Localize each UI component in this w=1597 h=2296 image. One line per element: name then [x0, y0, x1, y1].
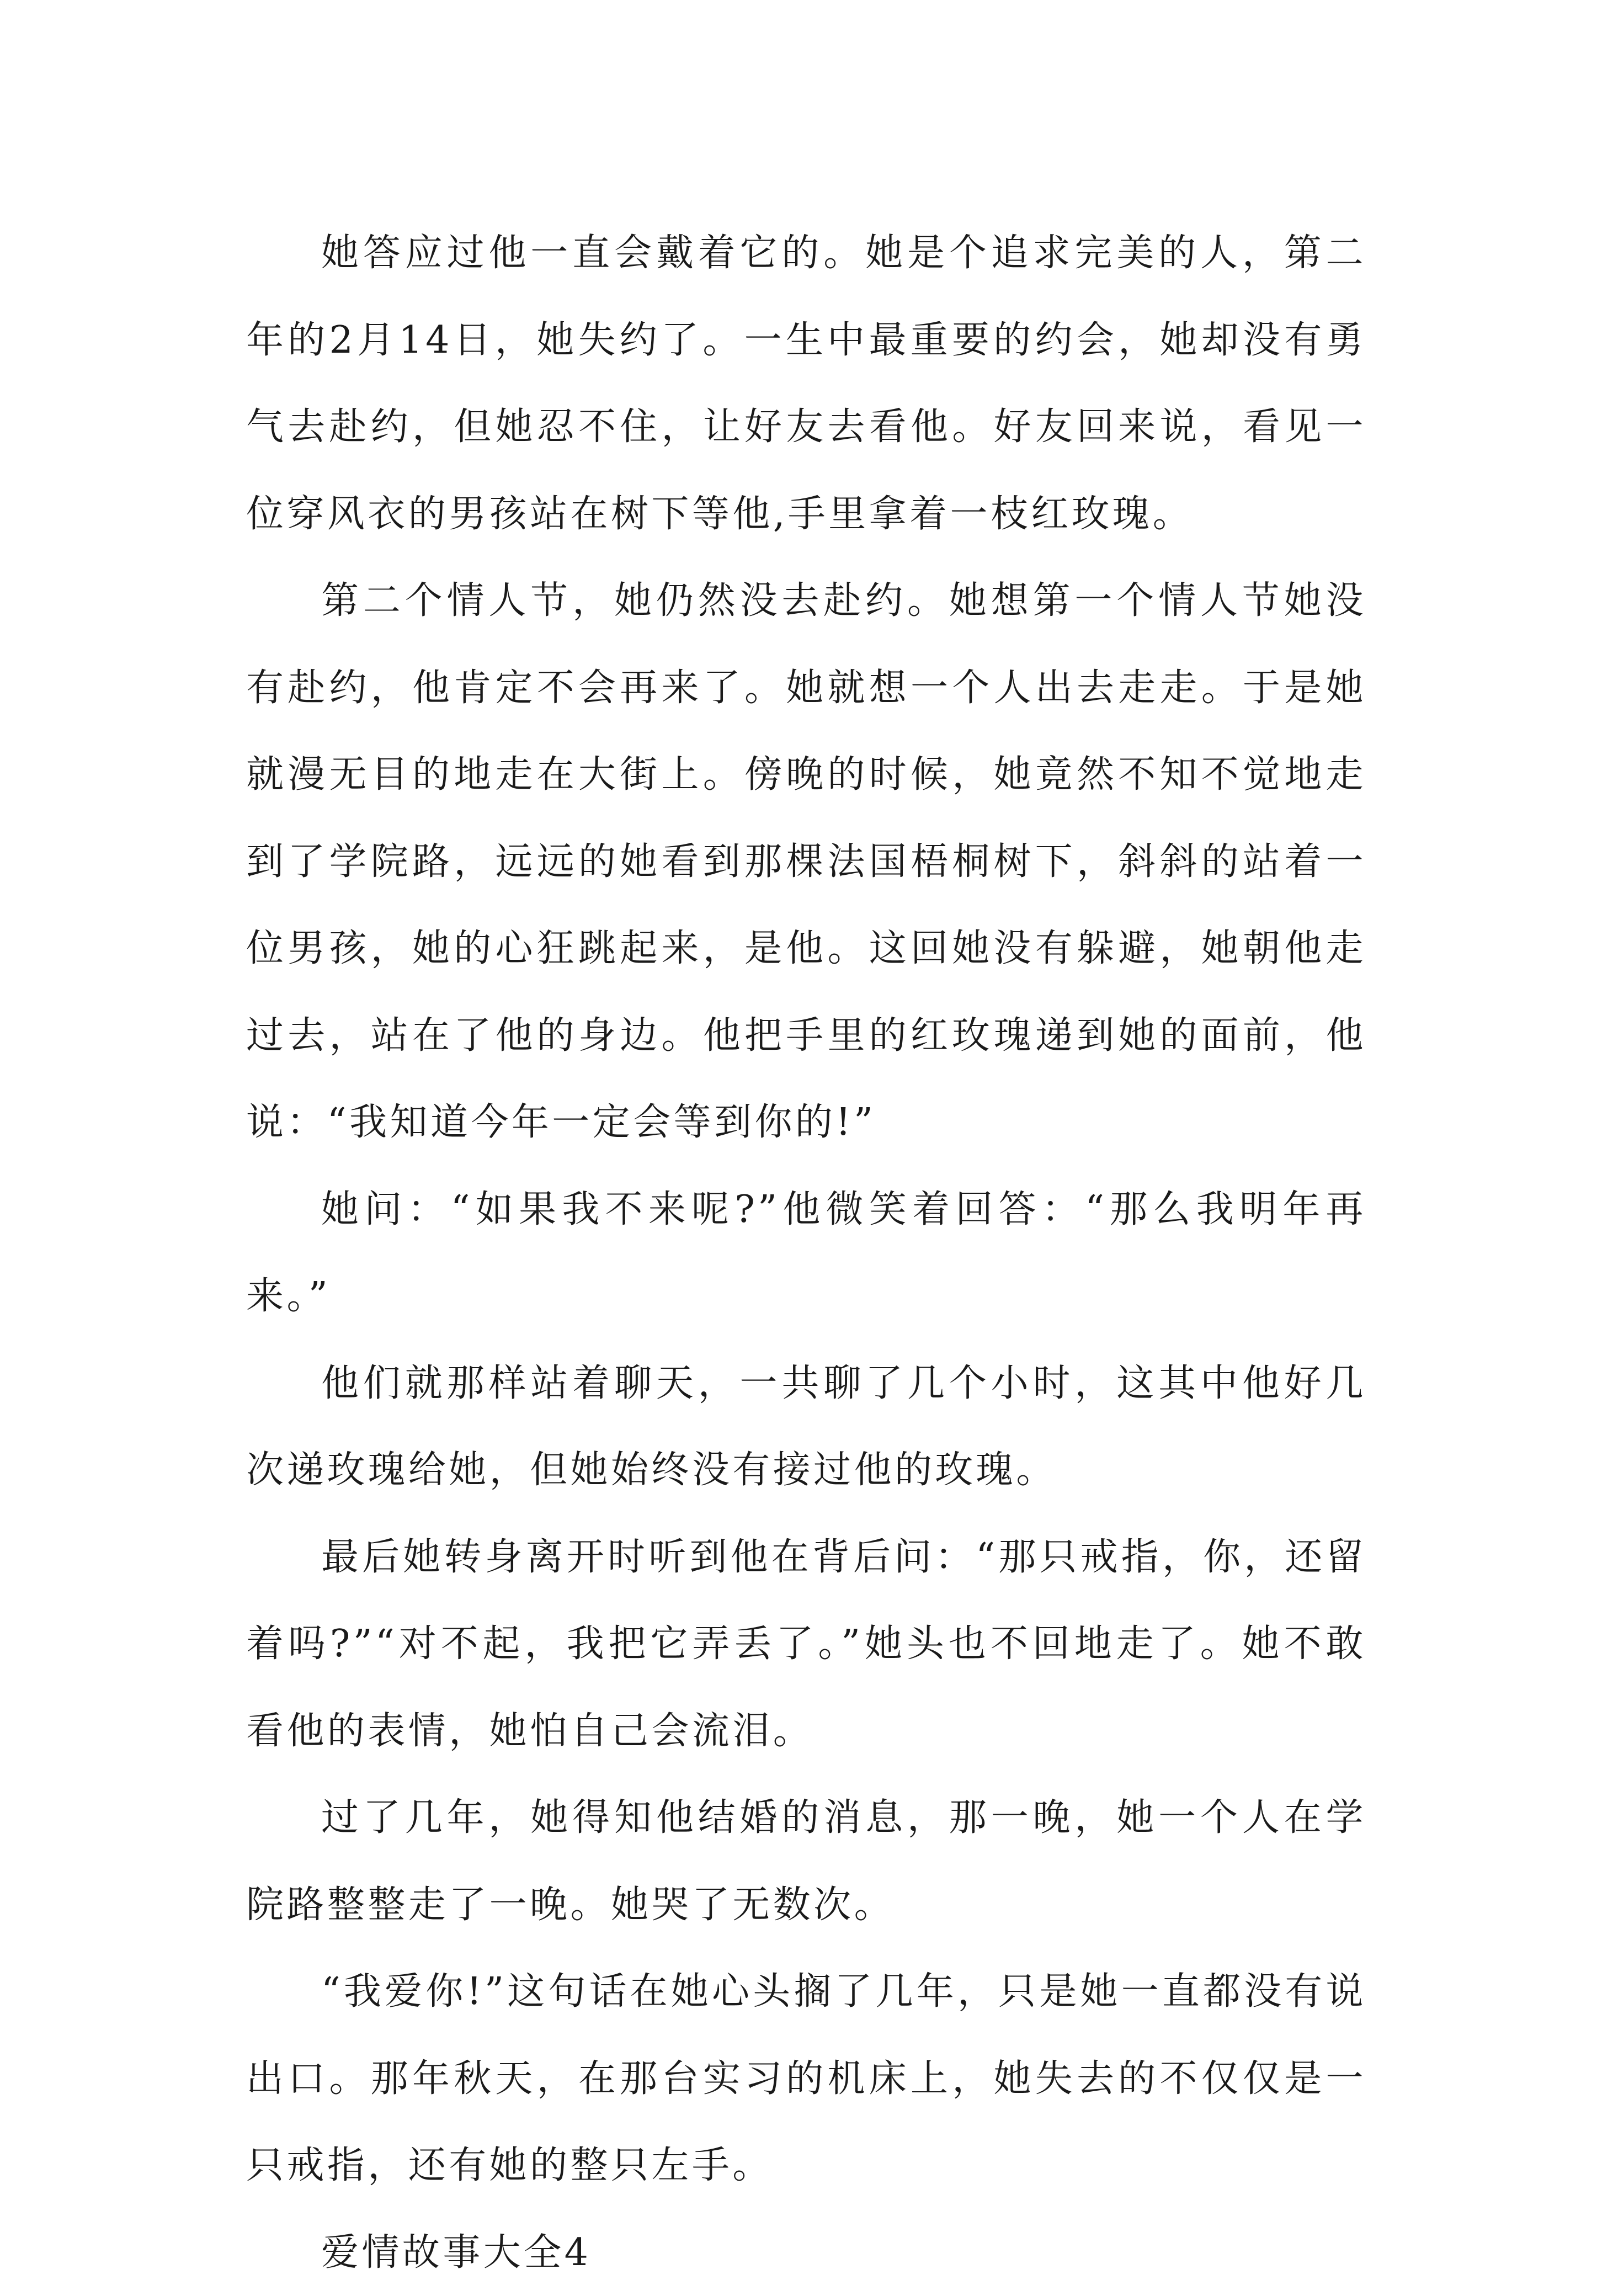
paragraph-7: “我爱你!”这句话在她心头搁了几年，只是她一直都没有说出口。那年秋天，在那台实习的机床上，她失去的不仅仅是一只戒指，还有她的整只左手。 — [246, 1948, 1366, 2209]
paragraph-6: 过了几年，她得知他结婚的消息，那一晚，她一个人在学院路整整走了一晚。她哭了无数次。 — [246, 1774, 1366, 1948]
paragraph-1: 她答应过他一直会戴着它的。她是个追求完美的人，第二年的2月14日，她失约了。一生中最重要的约会，她却没有勇气去赴约，但她忍不住，让好友去看他。好友回来说，看见一位穿风衣的男孩站在树下等他,手里拿着一枝红玫瑰。 — [246, 210, 1366, 557]
document-body — [246, 210, 1366, 2296]
paragraph-5: 最后她转身离开时听到他在背后问：“那只戒指，你，还留着吗?”“对不起，我把它弄丢了。”她头也不回地走了。她不敢看他的表情，她怕自己会流泪。 — [246, 1514, 1366, 1775]
paragraph-4: 他们就那样站着聊天，一共聊了几个小时，这其中他好几次递玫瑰给她，但她始终没有接过他的玫瑰。 — [246, 1340, 1366, 1514]
paragraph-2: 第二个情人节，她仍然没去赴约。她想第一个情人节她没有赴约，他肯定不会再来了。她就想一个人出去走走。于是她就漫无目的地走在大街上。傍晚的时候，她竟然不知不觉地走到了学院路，远远的她看到那棵法国梧桐树下，斜斜的站着一位男孩，她的心狂跳起来，是他。这回她没有躲避，她朝他走过去，站在了他的身边。他把手里的红玫瑰递到她的面前，他说：“我知道今年一定会等到你的!” — [246, 557, 1366, 1166]
paragraph-3: 她问：“如果我不来呢?”他微笑着回答：“那么我明年再来。” — [246, 1166, 1366, 1340]
section-heading: 爱情故事大全4 — [246, 2209, 1366, 2296]
